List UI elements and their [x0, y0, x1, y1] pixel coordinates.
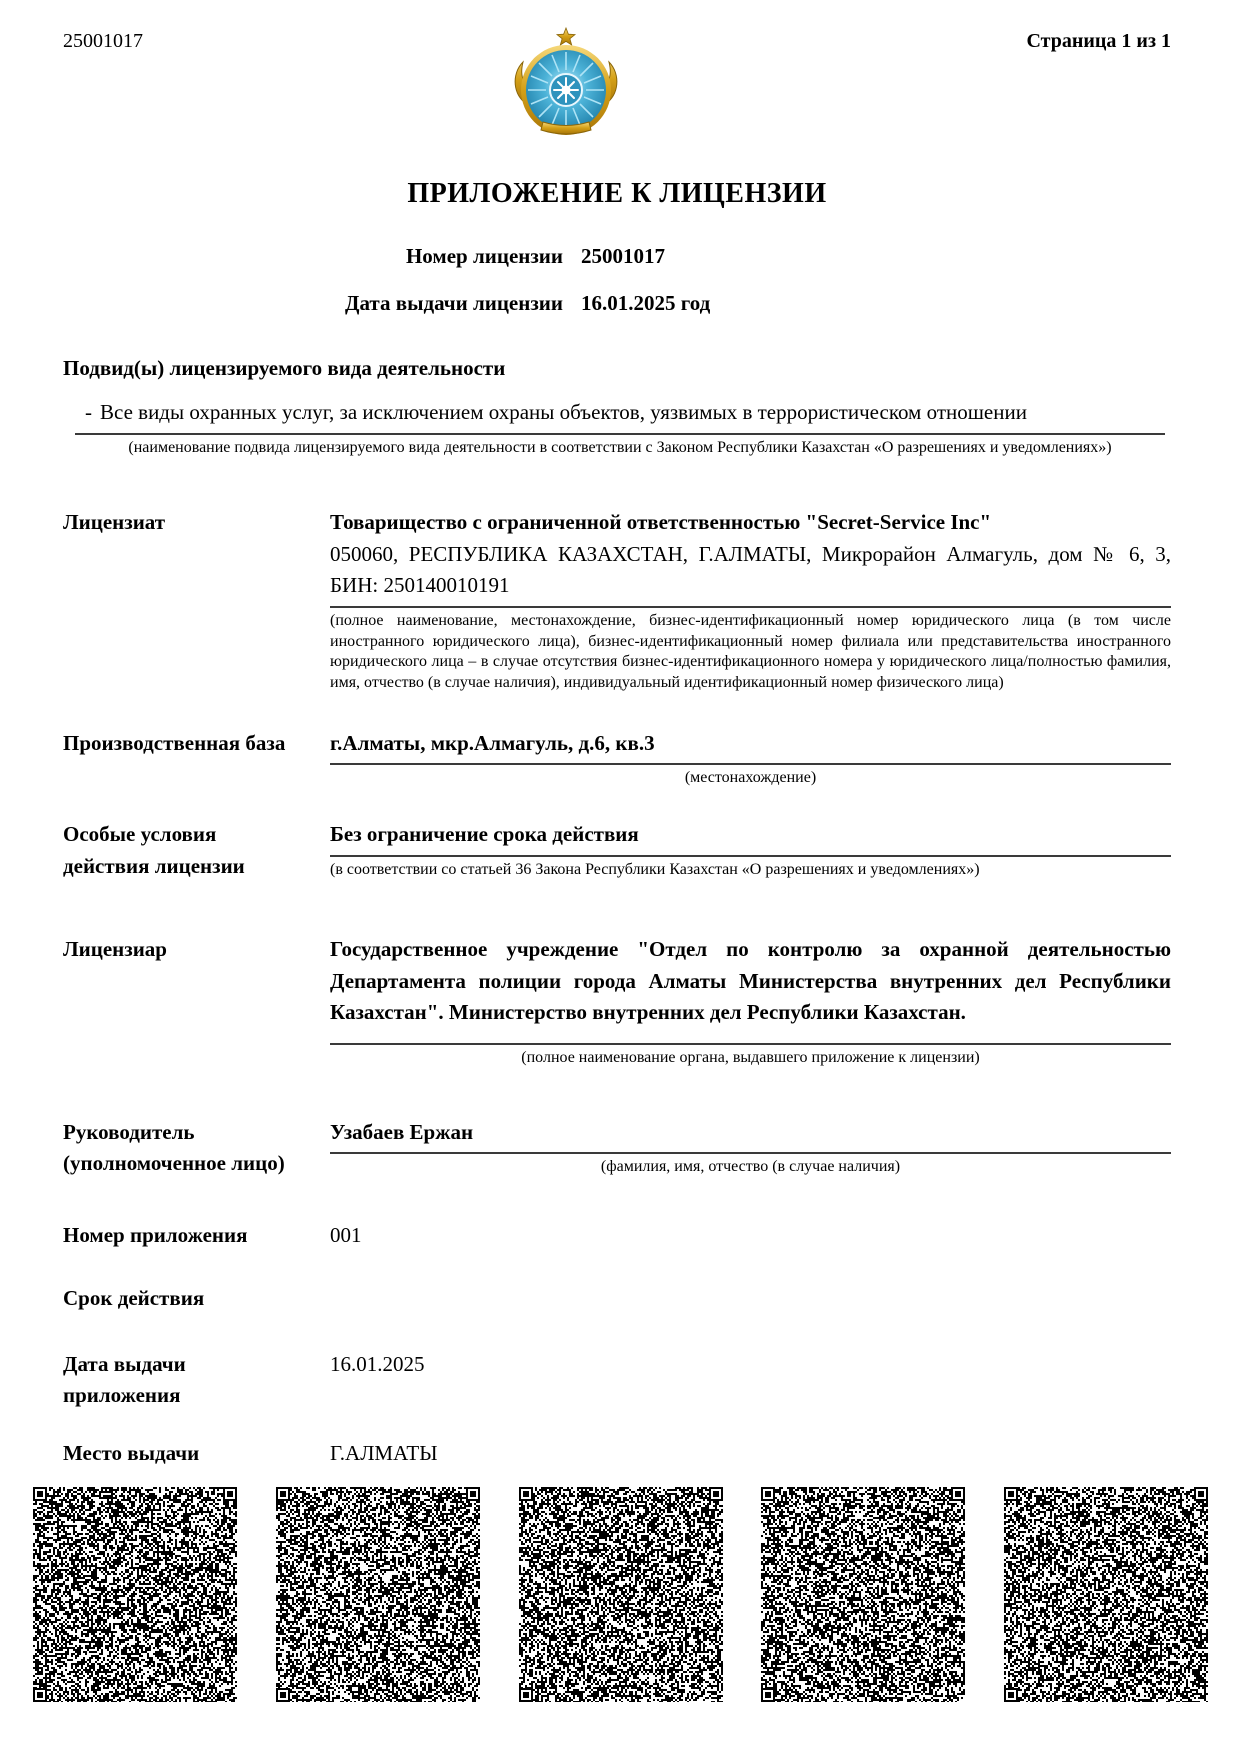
qr-code	[761, 1487, 965, 1702]
head-person-caption: (фамилия, имя, отчество (в случае наличия)	[600, 1158, 901, 1176]
validity-label: Срок действия	[63, 1286, 205, 1311]
subtype-heading: Подвид(ы) лицензируемого вида деятельности	[63, 356, 506, 380]
licensee-label: Лицензиат	[63, 510, 166, 535]
section-head-person	[63, 1117, 1171, 1180]
issue-place-label: Место выдачи	[63, 1440, 200, 1465]
issue-place-value: Г.АЛМАТЫ	[330, 1440, 438, 1465]
production-base-caption: (местонахождение)	[684, 769, 817, 787]
licensee-name: Товарищество с ограниченной ответственностью "Secret-Service Inc"	[330, 510, 992, 535]
section-special-conditions	[63, 819, 1171, 882]
section-issue-place	[63, 1438, 1171, 1470]
qr-code	[33, 1487, 237, 1702]
qr-code	[1004, 1487, 1208, 1702]
underline-rule	[330, 855, 1171, 857]
kazakhstan-coat-of-arms-icon	[505, 26, 627, 146]
licensor-label: Лицензиар	[63, 937, 167, 962]
special-conditions-label: Особые условия действия лицензии	[63, 822, 245, 878]
annex-number-label: Номер приложения	[63, 1222, 248, 1247]
underline-rule	[75, 433, 1165, 435]
section-licensee	[63, 507, 1171, 694]
signature-qr-strip	[33, 1487, 1208, 1702]
section-annex-number	[63, 1220, 1171, 1252]
license-summary	[63, 244, 1171, 316]
subtype-item-text: Все виды охранных услуг, за исключением охраны объектов, уязвимых в террористическом отношении	[100, 400, 1027, 424]
annex-issue-date-label: Дата выдачи приложения	[63, 1351, 186, 1408]
qr-code	[519, 1487, 723, 1702]
head-person-label: Руководитель (уполномоченное лицо)	[63, 1119, 285, 1176]
document-number: 25001017	[63, 30, 143, 52]
licensor-caption: (полное наименование органа, выдавшего приложение к лицензии)	[521, 1048, 980, 1066]
license-number-value: 25001017	[581, 244, 665, 268]
annex-issue-date-value: 16.01.2025	[330, 1351, 425, 1376]
licensee-address: 050060, РЕСПУБЛИКА КАЗАХСТАН, Г.АЛМАТЫ, Микрорайон Алмагуль, дом № 6, 3, БИН: 250140010191	[330, 541, 1171, 598]
section-validity	[63, 1283, 1171, 1315]
production-base-value: г.Алматы, мкр.Алмагуль, д.6, кв.3	[330, 730, 655, 755]
licensee-caption: (полное наименование, местонахождение, бизнес-идентификационный номер юридического лица (в том числе иностранного юридического лица), бизнес-идентификационный номер филиала или представительства иностранного юридического лица – в случае отсутствия бизнес-идентификационного номера у юридического лица/полностью фамилия, имя, отчество (в случае наличия), индивидуальный идентификационный номер физического лица)	[330, 611, 1171, 692]
section-licensor	[63, 934, 1171, 1068]
special-conditions-caption: (в соответствии со статьей 36 Закона Республики Казахстан «О разрешениях и уведомлениях»)	[330, 860, 980, 878]
section-production-base	[63, 728, 1171, 789]
head-person-value: Узабаев Ержан	[330, 1119, 474, 1144]
license-number-label: Номер лицензии	[405, 244, 563, 268]
subtype-item	[63, 397, 1048, 427]
page-title: ПРИЛОЖЕНИЕ К ЛИЦЕНЗИИ	[407, 178, 827, 209]
list-dash: -	[85, 400, 92, 424]
qr-code	[276, 1487, 480, 1702]
underline-rule	[330, 606, 1171, 608]
licensor-value: Государственное учреждение "Отдел по контролю за охранной деятельностью Департамента полиции города Алматы Министерства внутренних дел Республики Казахстан". Министерство внутренних дел Республики Казахстан.	[330, 937, 1171, 1025]
license-issue-date-value: 16.01.2025 год	[581, 291, 711, 315]
underline-rule	[330, 763, 1171, 765]
annex-number-value: 001	[330, 1222, 362, 1247]
page-indicator: Страница 1 из 1	[1026, 30, 1171, 52]
subtype-caption: (наименование подвида лицензируемого вида деятельности в соответствии с Законом Республики Казахстан «О разрешениях и уведомлениях»)	[128, 439, 1112, 457]
production-base-label: Производственная база	[63, 730, 286, 755]
underline-rule	[330, 1152, 1171, 1154]
license-issue-date-label: Дата выдачи лицензии	[345, 291, 563, 315]
underline-rule	[330, 1043, 1171, 1045]
section-annex-issue-date	[63, 1349, 1171, 1412]
special-conditions-value: Без ограничение срока действия	[330, 822, 639, 847]
